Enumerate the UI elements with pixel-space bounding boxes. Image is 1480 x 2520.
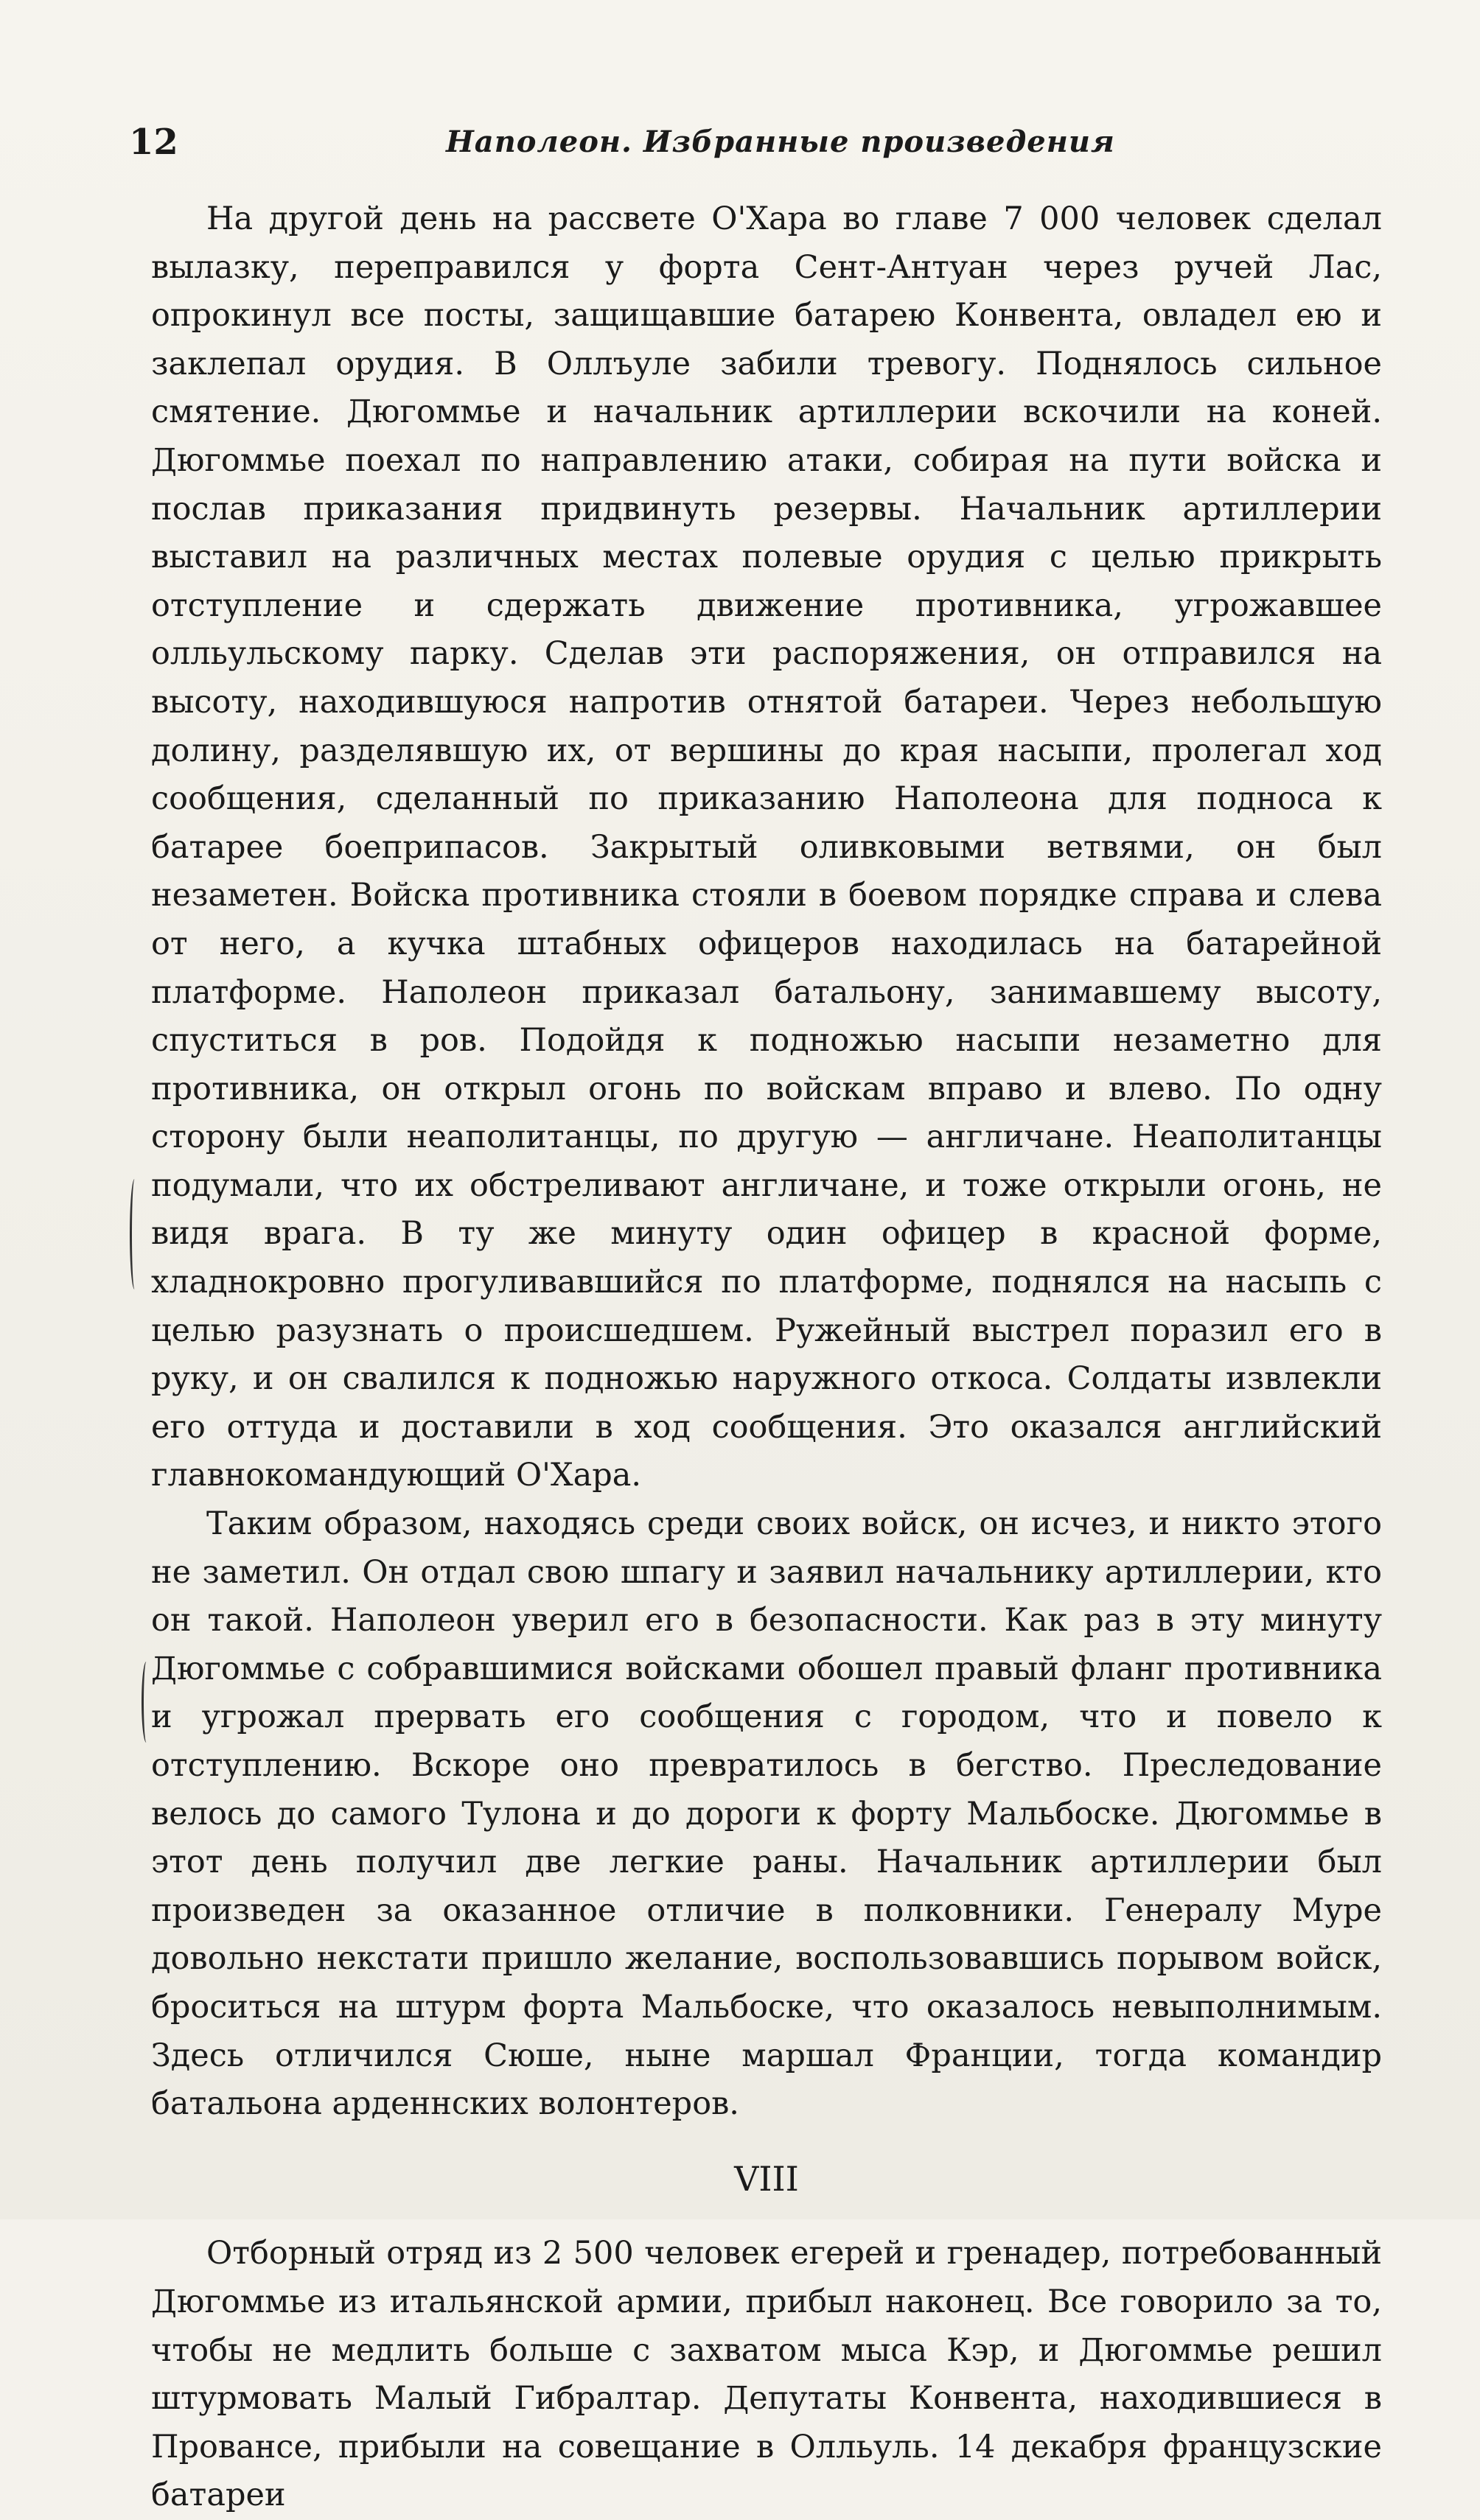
margin-pencil-mark (130, 1179, 139, 1289)
running-title: Наполеон. Избранные произведения (446, 125, 1115, 159)
body-text (151, 195, 1382, 2520)
paragraph-2: Таким образом, находясь среди своих войск, он исчез, и никто этого не заметил. Он отдал свою шпагу и заявил начальнику артиллерии, кто он такой. Наполеон уверил его в безопасности. Как раз в эту минуту Дюгоммье с собравшимися войсками обошел правый фланг противника и угрожал прервать его сообщения с городом, что и повело к отступлению. Вскоре оно превратилось в бегство. Преследование велось до самого Тулона и до дороги к форту Мальбоске. Дюгоммье в этот день получил две легкие раны. Начальник артиллерии был произведен за оказанное отличие в полковники. Генералу Муре довольно некстати пришло желание, воспользовавшись порывом войск, броситься на штурм форта Мальбоске, что оказалось невыполнимым. Здесь отличился Сюше, ныне маршал Франции, тогда командир батальона арденнских волонтеров. (151, 1505, 1382, 2123)
page-header (129, 122, 1404, 173)
paragraph-3: Отборный отряд из 2 500 человек егерей и гренадер, потребованный Дюгоммье из итальянской армии, прибыл наконец. Все говорило за то, чтобы не медлить больше с захватом мыса Кэр, и Дюгоммье решил штурмовать Малый Гибралтар. Депутаты Конвента, находившиеся в Провансе, прибыли на совещание в Олльуль. 14 декабря французские батареи (151, 2235, 1382, 2514)
section-heading: VIII (734, 2158, 799, 2199)
paragraph-1: На другой день на рассвете О'Хара во главе 7 000 человек сделал вылазку, переправился у форта Сент-Антуан через ручей Лас, опрокинул все посты, защищавшие батарею Конвента, овладел ею и заклепал орудия. В Оллъуле забили тревогу. Поднялось сильное смятение. Дюгоммье и начальник артиллерии вскочили на коней. Дюгоммье поехал по направлению атаки, собирая на пути войска и послав приказания придвинуть резервы. Начальник артиллерии выставил на различных местах полевые орудия с целью прикрыть отступление и сдержать движение противника, угрожавшее олльульскому парку. Сделав эти распоряжения, он отправился на высоту, находившуюся напротив отнятой батареи. Через небольшую долину, разделявшую их, от вершины до края насыпи, пролегал ход сообщения, сделанный по приказанию Наполеона для подноса к батарее боеприпасов. Закрытый оливковыми ветвями, он был незаметен. Войска противника стояли в боевом порядке справа и слева от него, а кучка штабных офицеров находилась на батарейной платформе. Наполеон приказал батальону, занимавшему высоту, спуститься в ров. Подойдя к подножью насыпи незаметно для противника, он открыл огонь по войскам вправо и влево. По одну сторону были неаполитанцы, по другую — англичане. Неаполитанцы подумали, что их обстреливают англичане, и тоже открыли огонь, не видя врага. В ту же минуту один офицер в красной форме, хладнокровно прогуливавшийся по платформе, поднялся на насыпь с целью разузнать о происшедшем. Ружейный выстрел поразил его в руку, и он свалился к подножью наружного откоса. Солдаты извлекли его оттуда и доставили в ход сообщения. Это оказался английский главнокомандующий О'Хара. (151, 200, 1382, 1494)
margin-pencil-mark (142, 1662, 151, 1743)
page-number: 12 (129, 122, 178, 163)
